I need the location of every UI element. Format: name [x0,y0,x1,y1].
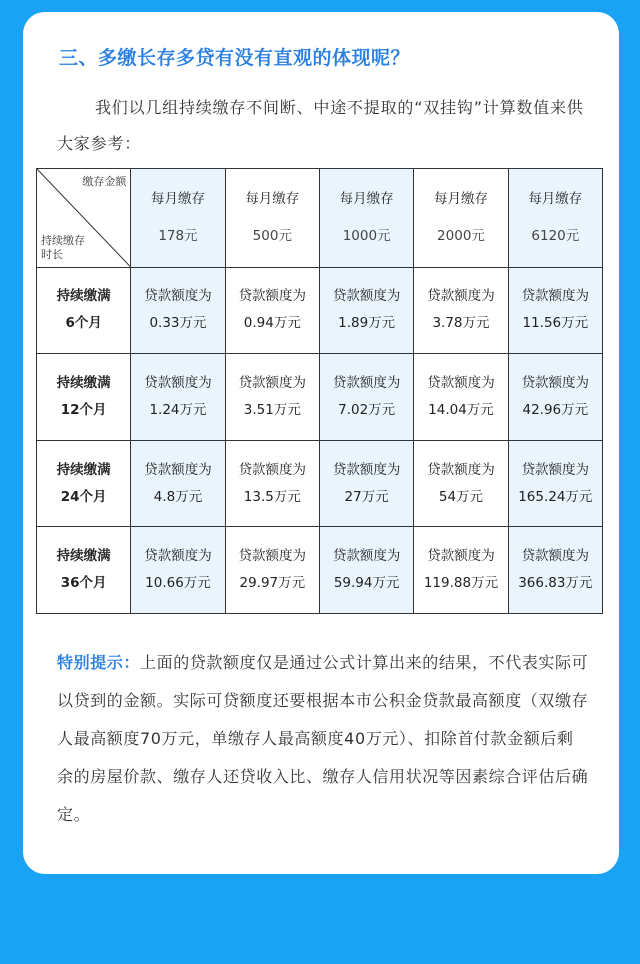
cell-label: 贷款额度为 [521,288,590,305]
column-header-amount: 500元 [252,227,292,244]
table-cell [225,354,319,441]
cell-label: 贷款额度为 [427,288,495,305]
cell-value: 366.83万元 [518,575,593,592]
cell-value: 10.66万元 [145,575,211,592]
table-cell [319,354,413,441]
cell-value: 4.8万元 [153,488,203,505]
table-row [37,267,603,354]
column-header-label: 每月缴存 [150,190,205,207]
row-header-line2: 6个月 [65,315,102,332]
cell-value: 14.04万元 [428,402,494,419]
cell-label: 贷款额度为 [238,375,307,392]
table-row [37,354,603,441]
cell-value: 0.94万元 [243,315,301,332]
row-header [37,440,131,527]
row-header-line1: 持续缴满 [56,548,111,565]
table-cell [225,440,319,527]
cell-value: 59.94万元 [333,575,400,592]
diagonal-header-cell [37,169,131,268]
cell-label: 贷款额度为 [238,288,307,305]
row-header-line1: 持续缴满 [56,461,111,478]
cell-value: 119.88万元 [423,575,499,592]
table-cell [319,527,413,614]
cell-value: 54万元 [438,488,484,505]
row-header-line1: 持续缴满 [56,375,111,392]
cell-value: 13.5万元 [243,488,301,505]
cell-value: 1.89万元 [338,315,396,332]
row-header-line2: 24个月 [60,488,107,505]
cell-label: 贷款额度为 [332,288,401,305]
cell-label: 贷款额度为 [427,548,495,565]
section-heading: 三、多缴长存多贷有没有直观的体现呢？ [59,47,411,69]
cell-label: 贷款额度为 [427,461,495,478]
cell-label: 贷款额度为 [144,375,212,392]
table-cell [225,267,319,354]
table-cell [508,354,602,441]
column-header-label: 每月缴存 [245,190,300,207]
table-row [37,440,603,527]
column-header-amount: 178元 [158,227,198,244]
cell-value: 42.96万元 [522,402,589,419]
row-header [37,267,131,354]
cell-label: 贷款额度为 [427,375,495,392]
cell-label: 贷款额度为 [332,375,401,392]
content-card [23,12,619,874]
row-header [37,354,131,441]
corner-column-caption: 缴存金额 [82,175,127,188]
column-header [319,169,413,268]
cell-label: 贷款额度为 [238,548,307,565]
table-cell [319,267,413,354]
table-cell [131,267,225,354]
cell-label: 贷款额度为 [144,288,212,305]
cell-label: 贷款额度为 [144,548,212,565]
column-header [508,169,602,268]
cell-label: 贷款额度为 [521,548,590,565]
column-header-label: 每月缴存 [339,190,394,207]
special-note-label: 特别提示： [57,653,141,672]
cell-value: 3.78万元 [432,315,490,332]
cell-value: 3.51万元 [243,402,301,419]
column-header-amount: 1000元 [342,227,391,244]
table-cell [131,440,225,527]
cell-value: 27万元 [344,488,389,505]
table-header-row [37,169,603,268]
cell-label: 贷款额度为 [238,461,307,478]
table-cell [414,354,508,441]
cell-value: 0.33万元 [149,315,207,332]
table-cell [131,527,225,614]
column-header-label: 每月缴存 [528,190,583,207]
column-header-amount: 2000元 [437,227,485,244]
table-cell [508,527,602,614]
intro-paragraph: 我们以几组持续缴存不间断、中途不提取的“双挂钩”计算数值来供大家参考： [57,98,584,153]
column-header-label: 每月缴存 [433,190,488,207]
cell-label: 贷款额度为 [144,461,212,478]
table-cell [131,354,225,441]
table-cell [414,440,508,527]
corner-row-caption-line2: 时长 [41,247,63,261]
row-header-line2: 12个月 [60,402,107,419]
table-cell [319,440,413,527]
column-header [131,169,225,268]
cell-label: 贷款额度为 [521,375,590,392]
table-row [37,527,603,614]
special-note-text: 上面的贷款额度仅是通过公式计算出来的结果，不代表实际可以贷到的金额。实际可贷额度还要根据本市公积金贷款最高额度（双缴存人最高额度70万元，单缴存人最高额度40万元）、扣除首付款金额后剩余的房屋价款、缴存人还贷收入比、缴存人信用状况等因素综合评估后确定。 [57,653,589,824]
table-cell [508,440,602,527]
loan-amount-table [36,168,603,614]
cell-value: 165.24万元 [518,488,593,505]
row-header-line2: 36个月 [60,575,107,592]
special-note [57,644,589,834]
table-cell [225,527,319,614]
column-header [225,169,319,268]
row-header-line1: 持续缴满 [56,288,111,305]
table-cell [414,267,508,354]
cell-value: 1.24万元 [149,402,207,419]
cell-label: 贷款额度为 [332,461,401,478]
column-header [414,169,508,268]
cell-value: 11.56万元 [522,315,589,332]
table-cell [508,267,602,354]
cell-label: 贷款额度为 [521,461,590,478]
column-header-amount: 6120元 [531,227,580,244]
corner-row-caption [41,234,85,262]
cell-label: 贷款额度为 [332,548,401,565]
cell-value: 29.97万元 [239,575,306,592]
row-header [37,527,131,614]
table-cell [414,527,508,614]
corner-row-caption-line1: 持续缴存 [41,233,85,247]
cell-value: 7.02万元 [338,402,396,419]
